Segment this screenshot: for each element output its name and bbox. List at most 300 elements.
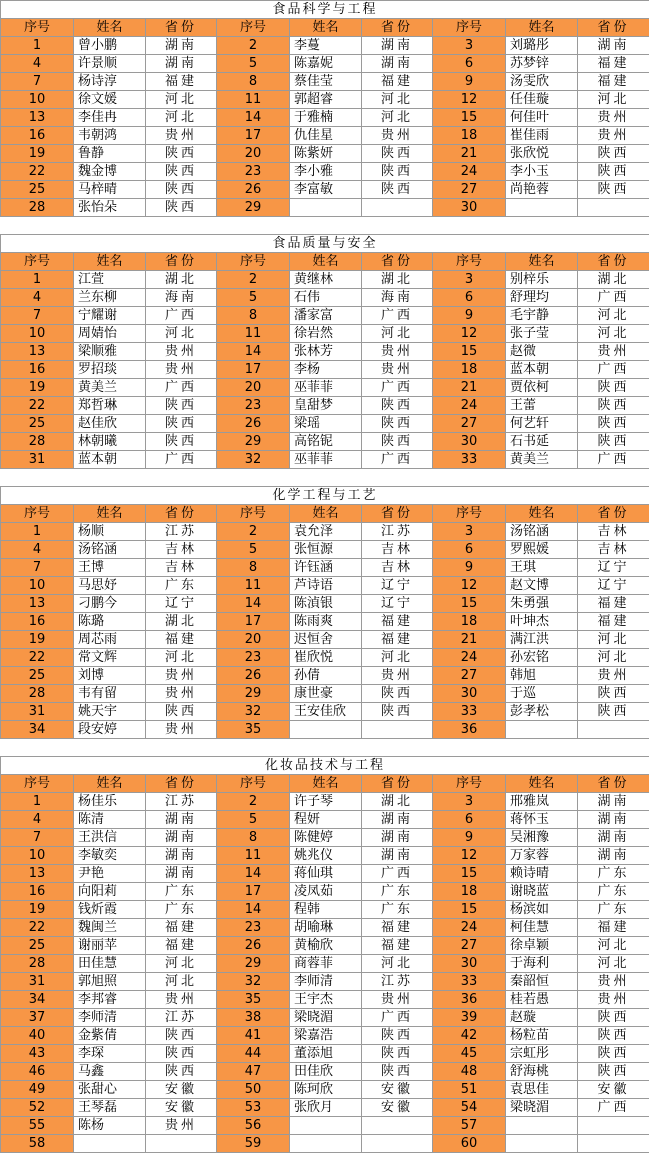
seq-cell[interactable]: 33 <box>433 451 506 469</box>
header-name[interactable]: 姓名 <box>290 505 362 523</box>
province-cell[interactable]: 广东 <box>146 883 217 901</box>
name-cell[interactable]: 常文辉 <box>74 649 146 667</box>
seq-cell[interactable]: 16 <box>1 127 74 145</box>
province-cell[interactable]: 陕西 <box>578 1027 649 1045</box>
name-cell[interactable]: 张恒源 <box>290 541 362 559</box>
province-cell[interactable]: 湖南 <box>146 847 217 865</box>
name-cell[interactable]: 张怡朵 <box>74 199 146 217</box>
province-cell[interactable]: 陕西 <box>146 1027 217 1045</box>
header-province[interactable]: 省份 <box>578 775 649 793</box>
seq-cell[interactable]: 15 <box>433 901 506 919</box>
seq-cell[interactable]: 7 <box>1 829 74 847</box>
seq-cell[interactable]: 32 <box>217 973 290 991</box>
name-cell[interactable]: 赖诗晴 <box>506 865 578 883</box>
seq-cell[interactable]: 18 <box>433 127 506 145</box>
name-cell[interactable]: 袁思佳 <box>506 1081 578 1099</box>
name-cell[interactable]: 李蔓 <box>290 37 362 55</box>
seq-cell[interactable]: 38 <box>217 1009 290 1027</box>
name-cell[interactable] <box>74 1135 146 1153</box>
seq-cell[interactable]: 18 <box>433 361 506 379</box>
name-cell[interactable]: 张甜心 <box>74 1081 146 1099</box>
province-cell[interactable]: 福建 <box>146 919 217 937</box>
name-cell[interactable]: 皇甜梦 <box>290 397 362 415</box>
header-seq[interactable]: 序号 <box>1 19 74 37</box>
province-cell[interactable]: 贵州 <box>362 127 433 145</box>
seq-cell[interactable]: 9 <box>433 559 506 577</box>
province-cell[interactable]: 福建 <box>578 73 649 91</box>
name-cell[interactable]: 仇佳星 <box>290 127 362 145</box>
name-cell[interactable]: 朱勇强 <box>506 595 578 613</box>
name-cell[interactable]: 孙宏铭 <box>506 649 578 667</box>
province-cell[interactable]: 河北 <box>578 325 649 343</box>
name-cell[interactable]: 陈璐 <box>74 613 146 631</box>
name-cell[interactable]: 钱炘霞 <box>74 901 146 919</box>
province-cell[interactable]: 江苏 <box>146 523 217 541</box>
seq-cell[interactable]: 25 <box>1 415 74 433</box>
seq-cell[interactable]: 31 <box>1 973 74 991</box>
province-cell[interactable]: 广西 <box>146 379 217 397</box>
seq-cell[interactable]: 24 <box>433 397 506 415</box>
name-cell[interactable]: 王博 <box>74 559 146 577</box>
seq-cell[interactable]: 16 <box>1 613 74 631</box>
seq-cell[interactable]: 22 <box>1 397 74 415</box>
name-cell[interactable]: 向阳莉 <box>74 883 146 901</box>
name-cell[interactable]: 商蓉菲 <box>290 955 362 973</box>
name-cell[interactable]: 李富敏 <box>290 181 362 199</box>
province-cell[interactable]: 福建 <box>362 919 433 937</box>
name-cell[interactable]: 王琪 <box>506 559 578 577</box>
seq-cell[interactable]: 12 <box>433 325 506 343</box>
province-cell[interactable]: 辽宁 <box>578 559 649 577</box>
province-cell[interactable] <box>362 1117 433 1135</box>
name-cell[interactable]: 赵佳欣 <box>74 415 146 433</box>
header-province[interactable]: 省份 <box>362 775 433 793</box>
name-cell[interactable]: 黄美兰 <box>74 379 146 397</box>
seq-cell[interactable]: 10 <box>1 91 74 109</box>
province-cell[interactable]: 江苏 <box>362 973 433 991</box>
name-cell[interactable]: 高铭铌 <box>290 433 362 451</box>
name-cell[interactable]: 凌凤茹 <box>290 883 362 901</box>
province-cell[interactable]: 湖南 <box>362 37 433 55</box>
name-cell[interactable]: 舒理均 <box>506 289 578 307</box>
province-cell[interactable]: 河北 <box>146 91 217 109</box>
name-cell[interactable]: 罗熙媛 <box>506 541 578 559</box>
seq-cell[interactable]: 24 <box>433 919 506 937</box>
seq-cell[interactable]: 26 <box>217 181 290 199</box>
province-cell[interactable]: 湖南 <box>362 55 433 73</box>
province-cell[interactable]: 陕西 <box>362 181 433 199</box>
seq-cell[interactable]: 46 <box>1 1063 74 1081</box>
section-title[interactable]: 食品科学与工程 <box>1 1 649 19</box>
province-cell[interactable]: 福建 <box>362 613 433 631</box>
seq-cell[interactable]: 34 <box>1 991 74 1009</box>
province-cell[interactable]: 广东 <box>362 883 433 901</box>
province-cell[interactable]: 陕西 <box>362 685 433 703</box>
seq-cell[interactable]: 19 <box>1 901 74 919</box>
province-cell[interactable]: 江苏 <box>146 1009 217 1027</box>
seq-cell[interactable]: 2 <box>217 37 290 55</box>
name-cell[interactable]: 杨诗淳 <box>74 73 146 91</box>
seq-cell[interactable]: 40 <box>1 1027 74 1045</box>
seq-cell[interactable]: 12 <box>433 577 506 595</box>
province-cell[interactable] <box>362 199 433 217</box>
name-cell[interactable]: 黄榆欣 <box>290 937 362 955</box>
province-cell[interactable]: 广东 <box>578 865 649 883</box>
province-cell[interactable]: 陕西 <box>146 199 217 217</box>
province-cell[interactable]: 贵州 <box>146 721 217 739</box>
seq-cell[interactable]: 7 <box>1 73 74 91</box>
seq-cell[interactable]: 44 <box>217 1045 290 1063</box>
name-cell[interactable]: 李小雅 <box>290 163 362 181</box>
name-cell[interactable]: 黄美兰 <box>506 451 578 469</box>
province-cell[interactable]: 湖南 <box>146 829 217 847</box>
seq-cell[interactable]: 15 <box>433 865 506 883</box>
seq-cell[interactable]: 30 <box>433 199 506 217</box>
name-cell[interactable]: 潘家富 <box>290 307 362 325</box>
header-name[interactable]: 姓名 <box>74 253 146 271</box>
section-title[interactable]: 化妆品技术与工程 <box>1 757 649 775</box>
name-cell[interactable]: 周婧怡 <box>74 325 146 343</box>
name-cell[interactable]: 程韩 <box>290 901 362 919</box>
name-cell[interactable]: 叶坤杰 <box>506 613 578 631</box>
province-cell[interactable]: 陕西 <box>362 163 433 181</box>
seq-cell[interactable]: 8 <box>217 829 290 847</box>
seq-cell[interactable]: 16 <box>1 361 74 379</box>
header-name[interactable]: 姓名 <box>290 775 362 793</box>
name-cell[interactable] <box>506 199 578 217</box>
province-cell[interactable]: 湖南 <box>362 811 433 829</box>
province-cell[interactable]: 河北 <box>362 91 433 109</box>
name-cell[interactable]: 蓝本朝 <box>506 361 578 379</box>
seq-cell[interactable]: 28 <box>1 433 74 451</box>
province-cell[interactable]: 陕西 <box>578 415 649 433</box>
province-cell[interactable]: 河北 <box>146 649 217 667</box>
seq-cell[interactable]: 8 <box>217 559 290 577</box>
name-cell[interactable]: 杨佳乐 <box>74 793 146 811</box>
name-cell[interactable]: 蒋怀玉 <box>506 811 578 829</box>
province-cell[interactable]: 湖南 <box>362 829 433 847</box>
province-cell[interactable]: 湖南 <box>146 55 217 73</box>
name-cell[interactable]: 马梓晴 <box>74 181 146 199</box>
header-seq[interactable]: 序号 <box>217 253 290 271</box>
province-cell[interactable] <box>578 721 649 739</box>
name-cell[interactable]: 黄继林 <box>290 271 362 289</box>
seq-cell[interactable]: 25 <box>1 181 74 199</box>
header-name[interactable]: 姓名 <box>506 19 578 37</box>
province-cell[interactable]: 广西 <box>578 361 649 379</box>
seq-cell[interactable]: 13 <box>1 343 74 361</box>
seq-cell[interactable]: 20 <box>217 145 290 163</box>
name-cell[interactable] <box>506 721 578 739</box>
spacer-cell[interactable] <box>1 217 649 235</box>
province-cell[interactable]: 湖北 <box>362 271 433 289</box>
province-cell[interactable]: 贵州 <box>146 685 217 703</box>
province-cell[interactable]: 安徽 <box>362 1081 433 1099</box>
province-cell[interactable]: 陕西 <box>362 145 433 163</box>
name-cell[interactable]: 李师清 <box>74 1009 146 1027</box>
seq-cell[interactable]: 22 <box>1 919 74 937</box>
seq-cell[interactable]: 1 <box>1 523 74 541</box>
province-cell[interactable]: 陕西 <box>146 181 217 199</box>
header-seq[interactable]: 序号 <box>433 253 506 271</box>
province-cell[interactable]: 陕西 <box>362 397 433 415</box>
name-cell[interactable]: 苏梦锌 <box>506 55 578 73</box>
province-cell[interactable]: 湖南 <box>146 811 217 829</box>
province-cell[interactable]: 陕西 <box>146 397 217 415</box>
header-name[interactable]: 姓名 <box>290 19 362 37</box>
name-cell[interactable]: 刁鹏今 <box>74 595 146 613</box>
seq-cell[interactable]: 8 <box>217 73 290 91</box>
province-cell[interactable]: 湖南 <box>578 847 649 865</box>
province-cell[interactable]: 广西 <box>362 865 433 883</box>
seq-cell[interactable]: 37 <box>1 1009 74 1027</box>
seq-cell[interactable]: 36 <box>433 991 506 1009</box>
province-cell[interactable]: 陕西 <box>578 1009 649 1027</box>
name-cell[interactable] <box>290 1117 362 1135</box>
province-cell[interactable]: 湖北 <box>146 271 217 289</box>
name-cell[interactable]: 李小玉 <box>506 163 578 181</box>
seq-cell[interactable]: 4 <box>1 55 74 73</box>
name-cell[interactable]: 赵微 <box>506 343 578 361</box>
header-seq[interactable]: 序号 <box>433 19 506 37</box>
name-cell[interactable]: 陈嘉妮 <box>290 55 362 73</box>
province-cell[interactable]: 贵州 <box>146 361 217 379</box>
name-cell[interactable]: 陈湞银 <box>290 595 362 613</box>
seq-cell[interactable]: 9 <box>433 829 506 847</box>
province-cell[interactable]: 广西 <box>578 451 649 469</box>
seq-cell[interactable]: 51 <box>433 1081 506 1099</box>
province-cell[interactable]: 广西 <box>578 1099 649 1117</box>
name-cell[interactable]: 杨顺 <box>74 523 146 541</box>
seq-cell[interactable]: 3 <box>433 271 506 289</box>
province-cell[interactable]: 陕西 <box>146 415 217 433</box>
seq-cell[interactable]: 27 <box>433 667 506 685</box>
seq-cell[interactable]: 56 <box>217 1117 290 1135</box>
seq-cell[interactable]: 30 <box>433 955 506 973</box>
seq-cell[interactable]: 22 <box>1 649 74 667</box>
province-cell[interactable]: 陕西 <box>146 145 217 163</box>
name-cell[interactable]: 张子莹 <box>506 325 578 343</box>
seq-cell[interactable]: 13 <box>1 865 74 883</box>
name-cell[interactable]: 柯佳慧 <box>506 919 578 937</box>
province-cell[interactable]: 安徽 <box>362 1099 433 1117</box>
seq-cell[interactable]: 6 <box>433 541 506 559</box>
header-province[interactable]: 省份 <box>578 253 649 271</box>
province-cell[interactable]: 广西 <box>362 379 433 397</box>
seq-cell[interactable]: 19 <box>1 379 74 397</box>
province-cell[interactable]: 陕西 <box>578 1045 649 1063</box>
name-cell[interactable]: 袁允泽 <box>290 523 362 541</box>
province-cell[interactable]: 河北 <box>578 649 649 667</box>
name-cell[interactable]: 姚兆仪 <box>290 847 362 865</box>
name-cell[interactable]: 赵璇 <box>506 1009 578 1027</box>
seq-cell[interactable]: 2 <box>217 523 290 541</box>
header-province[interactable]: 省份 <box>146 775 217 793</box>
province-cell[interactable]: 陕西 <box>578 397 649 415</box>
province-cell[interactable]: 福建 <box>578 595 649 613</box>
province-cell[interactable]: 福建 <box>578 55 649 73</box>
name-cell[interactable]: 何佳叶 <box>506 109 578 127</box>
province-cell[interactable]: 贵州 <box>362 991 433 1009</box>
seq-cell[interactable]: 55 <box>1 1117 74 1135</box>
name-cell[interactable]: 彭孝松 <box>506 703 578 721</box>
name-cell[interactable]: 王琴磊 <box>74 1099 146 1117</box>
name-cell[interactable]: 于海利 <box>506 955 578 973</box>
province-cell[interactable]: 陕西 <box>578 1063 649 1081</box>
header-province[interactable]: 省份 <box>146 19 217 37</box>
province-cell[interactable]: 辽宁 <box>578 577 649 595</box>
province-cell[interactable]: 安徽 <box>146 1081 217 1099</box>
seq-cell[interactable]: 21 <box>433 379 506 397</box>
province-cell[interactable]: 陕西 <box>146 1063 217 1081</box>
header-name[interactable]: 姓名 <box>506 253 578 271</box>
name-cell[interactable]: 张欣月 <box>290 1099 362 1117</box>
seq-cell[interactable]: 15 <box>433 595 506 613</box>
seq-cell[interactable]: 33 <box>433 703 506 721</box>
name-cell[interactable]: 陈杨 <box>74 1117 146 1135</box>
province-cell[interactable]: 湖北 <box>578 271 649 289</box>
province-cell[interactable]: 河北 <box>578 937 649 955</box>
province-cell[interactable]: 贵州 <box>146 991 217 1009</box>
name-cell[interactable]: 郑哲琳 <box>74 397 146 415</box>
province-cell[interactable]: 福建 <box>146 73 217 91</box>
seq-cell[interactable]: 24 <box>433 649 506 667</box>
province-cell[interactable]: 福建 <box>146 631 217 649</box>
seq-cell[interactable]: 27 <box>433 937 506 955</box>
seq-cell[interactable]: 53 <box>217 1099 290 1117</box>
seq-cell[interactable]: 41 <box>217 1027 290 1045</box>
header-seq[interactable]: 序号 <box>1 505 74 523</box>
seq-cell[interactable]: 48 <box>433 1063 506 1081</box>
name-cell[interactable]: 康世豪 <box>290 685 362 703</box>
name-cell[interactable]: 陈紫妍 <box>290 145 362 163</box>
seq-cell[interactable]: 60 <box>433 1135 506 1153</box>
name-cell[interactable]: 王安佳欣 <box>290 703 362 721</box>
seq-cell[interactable]: 20 <box>217 379 290 397</box>
seq-cell[interactable]: 19 <box>1 631 74 649</box>
seq-cell[interactable]: 14 <box>217 109 290 127</box>
province-cell[interactable]: 河北 <box>362 649 433 667</box>
province-cell[interactable]: 湖南 <box>578 37 649 55</box>
header-seq[interactable]: 序号 <box>1 253 74 271</box>
name-cell[interactable]: 芦诗语 <box>290 577 362 595</box>
name-cell[interactable]: 崔佳雨 <box>506 127 578 145</box>
name-cell[interactable]: 徐卓颖 <box>506 937 578 955</box>
name-cell[interactable]: 陈雨爽 <box>290 613 362 631</box>
province-cell[interactable]: 海南 <box>146 289 217 307</box>
province-cell[interactable]: 江苏 <box>146 793 217 811</box>
province-cell[interactable]: 福建 <box>578 919 649 937</box>
name-cell[interactable]: 王宇杰 <box>290 991 362 1009</box>
name-cell[interactable]: 郭旭照 <box>74 973 146 991</box>
name-cell[interactable]: 陈珂欣 <box>290 1081 362 1099</box>
province-cell[interactable]: 江苏 <box>362 523 433 541</box>
seq-cell[interactable]: 34 <box>1 721 74 739</box>
province-cell[interactable]: 河北 <box>578 955 649 973</box>
province-cell[interactable]: 广西 <box>578 289 649 307</box>
province-cell[interactable]: 贵州 <box>362 667 433 685</box>
province-cell[interactable]: 陕西 <box>578 163 649 181</box>
seq-cell[interactable]: 17 <box>217 361 290 379</box>
seq-cell[interactable]: 28 <box>1 955 74 973</box>
province-cell[interactable]: 陕西 <box>362 1027 433 1045</box>
name-cell[interactable]: 任佳璇 <box>506 91 578 109</box>
province-cell[interactable]: 吉林 <box>578 523 649 541</box>
province-cell[interactable]: 陕西 <box>362 433 433 451</box>
name-cell[interactable]: 罗招琰 <box>74 361 146 379</box>
seq-cell[interactable]: 5 <box>217 541 290 559</box>
province-cell[interactable]: 贵州 <box>578 343 649 361</box>
province-cell[interactable]: 安徽 <box>578 1081 649 1099</box>
name-cell[interactable]: 谢丽苹 <box>74 937 146 955</box>
province-cell[interactable]: 海南 <box>362 289 433 307</box>
seq-cell[interactable]: 4 <box>1 289 74 307</box>
province-cell[interactable]: 吉林 <box>146 541 217 559</box>
province-cell[interactable]: 湖南 <box>578 829 649 847</box>
seq-cell[interactable]: 28 <box>1 199 74 217</box>
name-cell[interactable]: 段安婷 <box>74 721 146 739</box>
name-cell[interactable]: 蓝本朝 <box>74 451 146 469</box>
name-cell[interactable]: 巫菲菲 <box>290 451 362 469</box>
header-province[interactable]: 省份 <box>146 505 217 523</box>
name-cell[interactable]: 别梓乐 <box>506 271 578 289</box>
province-cell[interactable]: 广西 <box>362 1009 433 1027</box>
name-cell[interactable]: 李师清 <box>290 973 362 991</box>
name-cell[interactable]: 蔡佳莹 <box>290 73 362 91</box>
header-seq[interactable]: 序号 <box>217 19 290 37</box>
name-cell[interactable]: 蒋仙琪 <box>290 865 362 883</box>
seq-cell[interactable]: 4 <box>1 541 74 559</box>
seq-cell[interactable]: 49 <box>1 1081 74 1099</box>
name-cell[interactable]: 姚天宇 <box>74 703 146 721</box>
province-cell[interactable] <box>578 1135 649 1153</box>
seq-cell[interactable]: 27 <box>433 181 506 199</box>
header-name[interactable]: 姓名 <box>74 19 146 37</box>
seq-cell[interactable]: 12 <box>433 847 506 865</box>
spacer-cell[interactable] <box>1 469 649 487</box>
seq-cell[interactable]: 32 <box>217 703 290 721</box>
seq-cell[interactable]: 29 <box>217 685 290 703</box>
province-cell[interactable]: 福建 <box>362 73 433 91</box>
name-cell[interactable]: 孙倩 <box>290 667 362 685</box>
name-cell[interactable]: 马鑫 <box>74 1063 146 1081</box>
province-cell[interactable]: 河北 <box>578 631 649 649</box>
province-cell[interactable]: 福建 <box>362 631 433 649</box>
name-cell[interactable]: 于巡 <box>506 685 578 703</box>
province-cell[interactable]: 河北 <box>146 325 217 343</box>
name-cell[interactable]: 周芯雨 <box>74 631 146 649</box>
name-cell[interactable]: 吴湘豫 <box>506 829 578 847</box>
seq-cell[interactable]: 2 <box>217 271 290 289</box>
name-cell[interactable]: 何艺轩 <box>506 415 578 433</box>
header-province[interactable]: 省份 <box>578 505 649 523</box>
province-cell[interactable]: 贵州 <box>578 109 649 127</box>
header-seq[interactable]: 序号 <box>433 505 506 523</box>
seq-cell[interactable]: 6 <box>433 289 506 307</box>
province-cell[interactable]: 河北 <box>362 325 433 343</box>
seq-cell[interactable]: 18 <box>433 883 506 901</box>
name-cell[interactable]: 梁晓湄 <box>506 1099 578 1117</box>
name-cell[interactable]: 桂若愚 <box>506 991 578 1009</box>
seq-cell[interactable]: 26 <box>217 667 290 685</box>
name-cell[interactable]: 徐文媛 <box>74 91 146 109</box>
province-cell[interactable] <box>362 1135 433 1153</box>
seq-cell[interactable]: 36 <box>433 721 506 739</box>
province-cell[interactable]: 贵州 <box>146 667 217 685</box>
seq-cell[interactable]: 17 <box>217 127 290 145</box>
province-cell[interactable]: 湖北 <box>362 793 433 811</box>
province-cell[interactable]: 湖北 <box>146 613 217 631</box>
